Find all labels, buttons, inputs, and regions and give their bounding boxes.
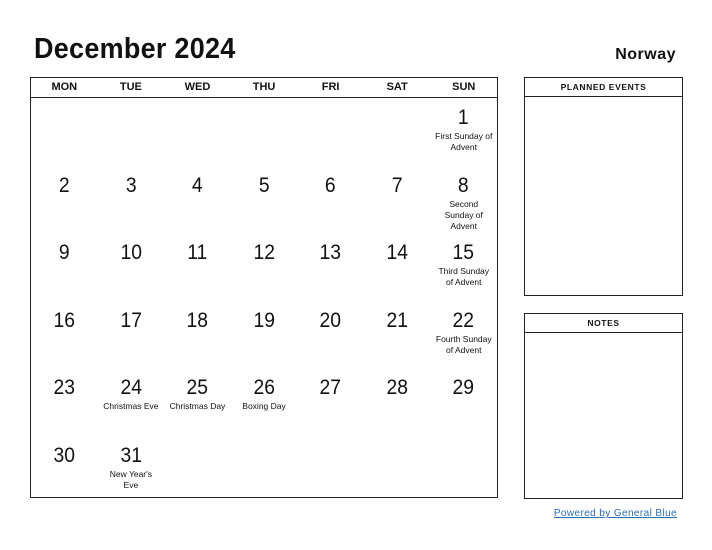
day-number: 15 bbox=[453, 241, 475, 264]
day-cell[interactable] bbox=[31, 301, 98, 369]
day-number: 14 bbox=[386, 241, 408, 264]
day-number: 23 bbox=[53, 376, 76, 399]
day-cell[interactable] bbox=[31, 368, 98, 436]
day-cell[interactable] bbox=[164, 301, 231, 369]
day-number: 13 bbox=[319, 241, 342, 264]
day-number: 10 bbox=[120, 241, 142, 264]
day-cell bbox=[231, 98, 298, 166]
day-cell[interactable] bbox=[430, 368, 497, 436]
day-cell[interactable] bbox=[364, 301, 431, 369]
day-cell bbox=[31, 98, 98, 166]
weekday-fri: FRI bbox=[321, 81, 340, 93]
day-number: 20 bbox=[319, 308, 342, 332]
week-row bbox=[31, 301, 497, 369]
day-cell[interactable] bbox=[31, 233, 98, 301]
day-cell bbox=[364, 436, 431, 504]
day-number: 5 bbox=[258, 173, 270, 197]
day-cell[interactable] bbox=[430, 301, 497, 369]
day-cell[interactable] bbox=[430, 98, 497, 166]
holiday-label: Christmas Eve bbox=[103, 401, 159, 411]
day-cell bbox=[164, 98, 231, 166]
day-cell[interactable] bbox=[164, 368, 231, 436]
day-cell bbox=[297, 436, 364, 504]
holiday-label: First Sunday of Advent bbox=[435, 131, 493, 152]
day-number: 21 bbox=[386, 308, 408, 332]
day-number: 12 bbox=[253, 241, 275, 264]
day-cell[interactable] bbox=[430, 233, 497, 301]
day-number: 31 bbox=[120, 443, 142, 467]
day-number: 26 bbox=[253, 376, 275, 399]
day-number: 11 bbox=[187, 241, 208, 264]
day-cell[interactable] bbox=[98, 301, 165, 369]
day-number: 8 bbox=[458, 173, 470, 197]
weekday-sun: SUN bbox=[452, 81, 476, 93]
weekday-thu: THU bbox=[252, 81, 276, 93]
powered-by-link[interactable]: Powered by General Blue bbox=[553, 508, 677, 519]
day-number: 1 bbox=[458, 106, 470, 129]
week-row bbox=[31, 233, 497, 301]
day-number: 9 bbox=[58, 241, 70, 264]
day-number: 22 bbox=[453, 308, 475, 332]
weekday-wed: WED bbox=[184, 81, 211, 93]
day-cell[interactable] bbox=[31, 436, 98, 504]
day-number: 2 bbox=[58, 173, 70, 197]
day-cell[interactable] bbox=[297, 233, 364, 301]
day-cell[interactable] bbox=[430, 166, 497, 234]
week-row bbox=[31, 436, 497, 504]
weekday-mon: MON bbox=[51, 81, 78, 93]
planned-events-panel bbox=[524, 77, 683, 296]
day-cell[interactable] bbox=[164, 166, 231, 234]
day-cell bbox=[231, 436, 298, 504]
day-cell[interactable] bbox=[164, 233, 231, 301]
day-cell[interactable] bbox=[364, 233, 431, 301]
notes-heading: NOTES bbox=[525, 314, 682, 333]
day-cell[interactable] bbox=[297, 368, 364, 436]
day-cell[interactable] bbox=[297, 166, 364, 234]
day-number: 27 bbox=[319, 376, 342, 399]
day-number: 6 bbox=[325, 173, 336, 197]
day-cell[interactable] bbox=[31, 166, 98, 234]
holiday-label: New Year's Eve bbox=[109, 468, 152, 490]
weekday-sat: SAT bbox=[386, 81, 408, 93]
holiday-label: Christmas Day bbox=[169, 401, 226, 411]
day-number: 25 bbox=[186, 376, 209, 399]
day-number: 16 bbox=[53, 308, 76, 332]
day-cell[interactable] bbox=[231, 301, 298, 369]
day-cell bbox=[98, 98, 165, 166]
notes-panel bbox=[524, 313, 683, 499]
week-row bbox=[31, 368, 497, 436]
day-number: 18 bbox=[186, 308, 209, 332]
calendar-grid bbox=[30, 77, 498, 498]
day-number: 30 bbox=[53, 443, 76, 467]
weeks-container bbox=[31, 98, 497, 503]
day-cell bbox=[364, 98, 431, 166]
day-number: 24 bbox=[120, 376, 142, 399]
day-cell[interactable] bbox=[364, 368, 431, 436]
day-cell[interactable] bbox=[231, 368, 298, 436]
holiday-label: Second Sunday of Advent bbox=[444, 198, 483, 231]
day-cell[interactable] bbox=[297, 301, 364, 369]
day-cell[interactable] bbox=[98, 166, 165, 234]
country-label: Norway bbox=[615, 46, 676, 63]
day-cell[interactable] bbox=[98, 436, 165, 504]
day-cell[interactable] bbox=[98, 233, 165, 301]
day-number: 28 bbox=[386, 376, 408, 399]
day-cell[interactable] bbox=[231, 233, 298, 301]
holiday-label: Boxing Day bbox=[242, 401, 286, 411]
day-cell bbox=[297, 98, 364, 166]
holiday-label: Third Sunday of Advent bbox=[438, 266, 490, 287]
holiday-label: Fourth Sunday of Advent bbox=[435, 333, 492, 355]
weekday-header bbox=[31, 78, 497, 98]
day-number: 4 bbox=[192, 173, 203, 197]
day-number: 3 bbox=[125, 173, 137, 197]
week-row bbox=[31, 98, 497, 166]
weekday-tue: TUE bbox=[119, 81, 142, 93]
day-cell[interactable] bbox=[98, 368, 165, 436]
day-number: 7 bbox=[391, 173, 403, 197]
planned-events-heading: PLANNED EVENTS bbox=[525, 78, 682, 97]
day-cell bbox=[430, 436, 497, 504]
day-number: 29 bbox=[453, 376, 475, 399]
week-row bbox=[31, 166, 497, 234]
day-number: 17 bbox=[120, 308, 142, 332]
page-title: December 2024 bbox=[34, 33, 236, 65]
day-number: 19 bbox=[253, 308, 275, 332]
day-cell bbox=[164, 436, 231, 504]
day-cell[interactable] bbox=[231, 166, 298, 234]
day-cell[interactable] bbox=[364, 166, 431, 234]
